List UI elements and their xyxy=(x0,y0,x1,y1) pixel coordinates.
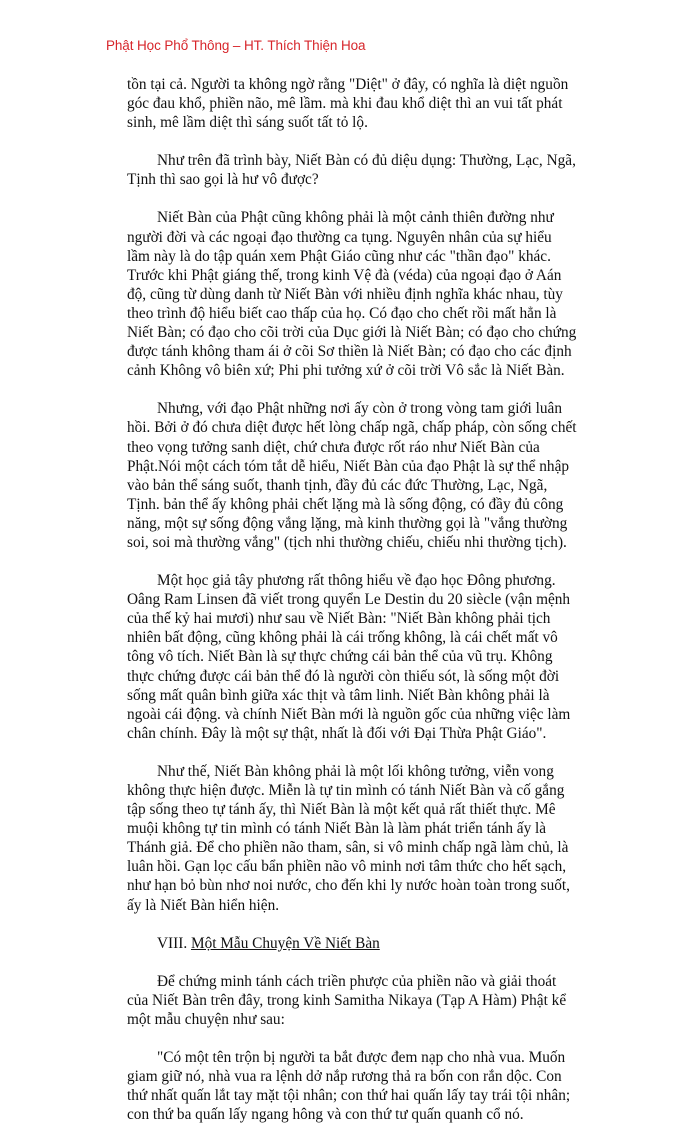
paragraph: Như trên đã trình bày, Niết Bàn có đủ diệu dụng: Thường, Lạc, Ngã, Tịnh thì sao gọi là hư vô được? xyxy=(127,152,576,189)
section-heading xyxy=(127,934,577,953)
paragraph: Để chứng minh tánh cách triền phược của phiền não và giải thoát của Niết Bàn trên đây, trong kinh Samitha Nikaya (Tạp A Hàm) Phật kể một mẫu chuyện như sau: xyxy=(127,972,567,1028)
section-title: Một Mẫu Chuyện Về Niết Bàn xyxy=(190,934,380,952)
page-header: Phật Học Phổ Thông – HT. Thích Thiện Hoa xyxy=(106,38,366,53)
paragraph-quote: "Có một tên trộn bị người ta bắt được đem nạp cho nhà vua. Muốn giam giữ nó, nhà vua ra lệnh dở nắp rương thả ra bốn con rắn dộc. Con thứ nhất quấn lắt tay mặt tội nhân; con thứ hai quấn lấy tay trái tội nhân; con thứ ba quấn lấy ngang hông và con thứ tư quấn quanh cổ nó. xyxy=(127,1049,571,1124)
paragraph: Nhưng, với đạo Phật những nơi ấy còn ở trong vòng tam giới luân hồi. Bởi ở đó chưa diệt được hết lòng chấp ngã, chấp pháp, còn sống chết theo vọng tưởng sanh diệt, chứ chưa được rốt ráo như Niết Bàn của Phật.Nói một cách tóm tắt dễ hiểu, Niết Bàn của đạo Phật là sự thể nhập vào bản thể sáng suốt, thanh tịnh, đầy đủ các đức Thường, Lạc, Ngã, Tịnh. bản thể ấy không phải chết lặng mà là sống động, có đầy đủ công năng, một sự sống động vắng lặng, mà kinh thường gọi là "vắng thường soi, soi mà thường vắng" (tịch nhi thường chiếu, chiếu nhi thường tịch). xyxy=(127,400,577,551)
paragraph-continued: tồn tại cả. Người ta không ngờ rằng "Diệt" ở đây, có nghĩa là diệt nguồn góc đau khổ, phiền não, mê lầm. mà khi đau khổ diệt thì an vui tất phát sinh, mê lầm diệt thì sáng suốt tất tỏ lộ. xyxy=(127,76,569,132)
document-body xyxy=(127,75,577,1143)
paragraph: Như thế, Niết Bàn không phải là một lối không tưởng, viễn vong không thực hiện được. Miễn là tự tin mình có tánh Niết Bàn và cố gắng tập sống theo tự tánh ấy, thì Niết Bàn là một kết quả rất thiết thực. Mê muội không tự tin mình có tánh Niết Bàn là làm phát triển tánh ấy là Thánh giả. Để cho phiền não tham, sân, si vô minh chấp ngã làm chủ, là luân hồi. Gạn lọc cấu bẩn phiền não vô minh nơi tâm thức cho hết sạch, như hạn bỏ bùn nhơ noi nước, cho đến khi ly nước hoàn toàn trong suốt, ấy là Niết Bàn hiển hiện. xyxy=(127,762,570,914)
paragraph: Niết Bàn của Phật cũng không phải là một cảnh thiên đường như người đời và các ngoại đạo thường ca tụng. Nguyên nhân của sự hiểu lầm này là do tập quán xem Phật Giáo cũng như các "thần đạo" khác. Trước khi Phật giáng thế, trong kinh Vệ đà (véda) của ngoại đạo ở Aán độ, cũng từ dùng danh từ Niết Bàn với nhiều định nghĩa khác nhau, tùy theo trình độ hiểu biết cao thấp của họ. Có đạo cho chết rồi mất hẳn là Niết Bàn; có đạo cho cõi trời của Dục giới là Niết Bàn; có đạo cho chứng được tánh không tham ái ở cõi Sơ thiền là Niết Bàn; có đạo cho các định cảnh Không vô biên xứ; Phi phi tưởng xứ ở cõi trời Vô sắc là Niết Bàn. xyxy=(127,209,577,380)
section-number: VIII. xyxy=(157,934,188,952)
paragraph: Một học giả tây phương rất thông hiểu về đạo học Đông phương. Oâng Ram Linsen đã viết trong quyển Le Destin du 20 siècle (vận mệnh của thế kỷ hai mươi) như sau về Niết Bàn: "Niết Bàn không phải tịch nhiên bất động, cũng không phải là cái trống không, là cái chết mất vô tông vô tích. Niết Bàn là sự thực chứng cái bản thể của vũ trụ. Không thực chứng được cái bản thể đó là người còn thiếu sót, là sống một đời sống mất quân bình giữa xác thịt và tâm linh. Niết Bàn không phải là ngoài cái động. và chính Niết Bàn mới là nguồn gốc của những việc làm chân chính. Đây là một sự thật, nhất là đối với Đại Thừa Phật Giáo". xyxy=(127,572,571,742)
